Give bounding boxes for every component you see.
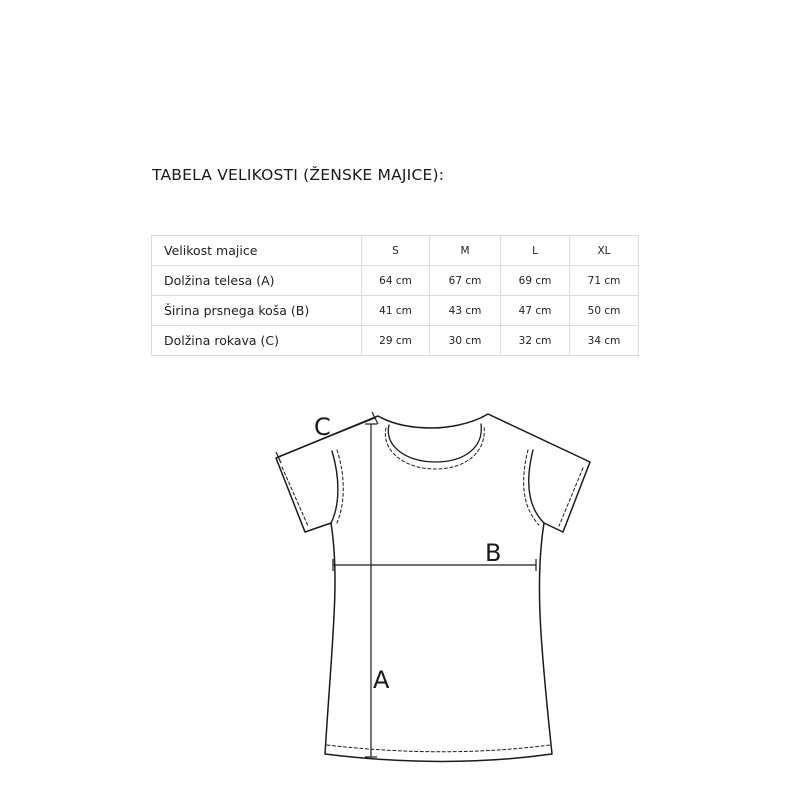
table-cell: 43 cm [430, 296, 501, 326]
left-sleeve-hem-stitch [282, 467, 308, 526]
table-cell: 29 cm [362, 326, 430, 356]
header-size: S [362, 236, 430, 266]
right-armhole-seam [529, 450, 544, 523]
row-label: Dolžina rokava (C) [152, 326, 362, 356]
bottom-hem-stitch [327, 745, 550, 752]
table-cell: 64 cm [362, 266, 430, 296]
table-cell: 67 cm [430, 266, 501, 296]
right-sleeve-hem-stitch [559, 468, 583, 526]
dimension-label-a: A [373, 666, 390, 694]
row-label: Širina prsnega koša (B) [152, 296, 362, 326]
page-title: TABELA VELIKOSTI (ŽENSKE MAJICE): [152, 166, 445, 184]
left-armhole-stitch [336, 450, 343, 525]
table-cell: 32 cm [501, 326, 570, 356]
header-size: L [501, 236, 570, 266]
header-size: XL [570, 236, 639, 266]
dimension-label-c: C [314, 413, 331, 441]
row-label: Dolžina telesa (A) [152, 266, 362, 296]
left-armhole-seam [331, 451, 338, 523]
dimension-label-b: B [485, 539, 502, 567]
table-cell: 47 cm [501, 296, 570, 326]
table-cell: 30 cm [430, 326, 501, 356]
tshirt-outline [276, 414, 590, 762]
table-cell: 50 cm [570, 296, 639, 326]
header-label: Velikost majice [152, 236, 362, 266]
header-size: M [430, 236, 501, 266]
table-cell: 71 cm [570, 266, 639, 296]
neckline-inner [388, 424, 481, 462]
table-cell: 34 cm [570, 326, 639, 356]
table-cell: 69 cm [501, 266, 570, 296]
table-cell: 41 cm [362, 296, 430, 326]
